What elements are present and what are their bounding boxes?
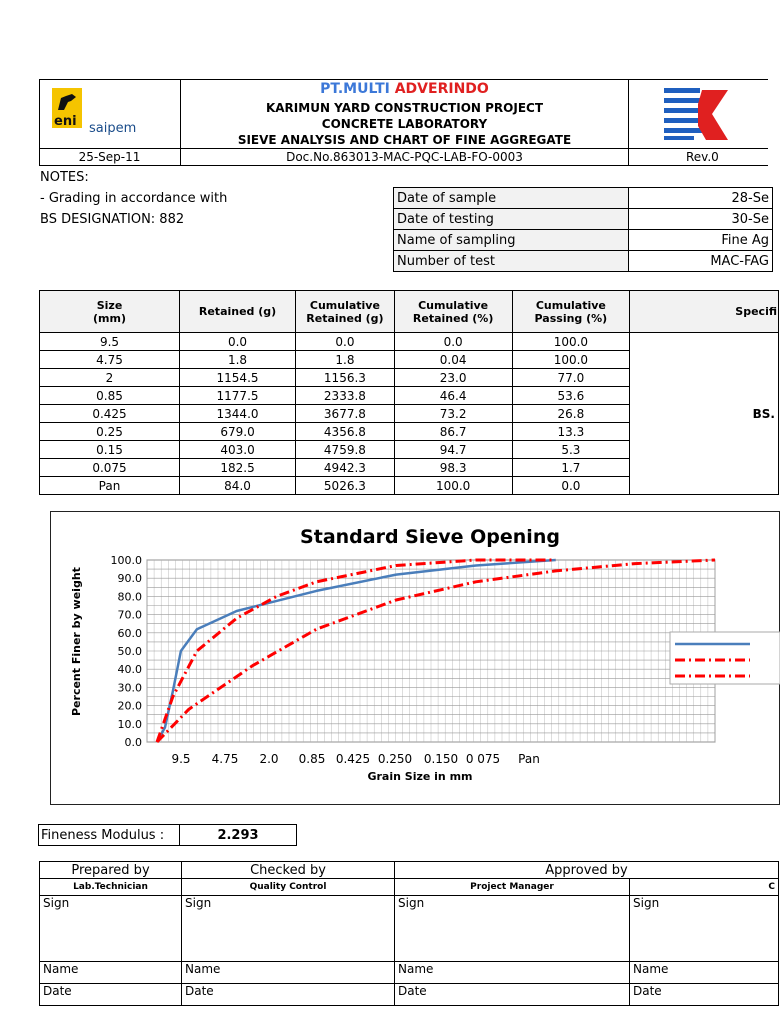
name-label: Name [43, 962, 79, 976]
sample-info-row [394, 188, 773, 209]
x-tick-label: 0.425 [335, 752, 371, 766]
table-cell: 5.3 [512, 441, 630, 459]
table-cell: 2 [40, 369, 180, 387]
table-cell: 4759.8 [296, 441, 395, 459]
doc-number: Doc.No.863013-MAC-PQC-LAB-FO-0003 [286, 150, 523, 164]
table-cell: 2333.8 [296, 387, 395, 405]
table-cell: 0.075 [40, 459, 180, 477]
date-cell[interactable] [40, 984, 182, 1006]
date-label: Date [185, 984, 214, 998]
table-cell: Pan [40, 477, 180, 495]
table-cell: 1156.3 [296, 369, 395, 387]
sample-info-table [393, 187, 773, 272]
sign-label: Sign [185, 896, 212, 910]
table-cell: 679.0 [180, 423, 296, 441]
y-tick-label: 80.0 [117, 590, 142, 604]
table-cell: 5026.3 [296, 477, 395, 495]
table-cell: 13.3 [512, 423, 630, 441]
role-quality-control: Quality Control [182, 879, 395, 896]
name-label: Name [633, 962, 669, 976]
dk-logo [662, 86, 728, 142]
table-cell: 4942.3 [296, 459, 395, 477]
specification-cell [630, 333, 779, 495]
sign-label: Sign [398, 896, 425, 910]
prepared-by-label: Prepared by [40, 862, 182, 879]
specification-label: BS. [752, 406, 775, 421]
date-cell[interactable] [182, 984, 395, 1006]
y-tick-label: 10.0 [117, 717, 142, 731]
name-label: Name [185, 962, 221, 976]
doc-title: SIEVE ANALYSIS AND CHART OF FINE AGGREGATE [237, 133, 572, 147]
header-divider-bottom [39, 148, 768, 149]
notes-title: NOTES: [40, 170, 89, 185]
sample-info-row [394, 230, 773, 251]
fineness-value: 2.293 [180, 824, 297, 846]
date-label: Date [633, 984, 662, 998]
name-cell[interactable] [630, 962, 779, 984]
role-client: C [630, 879, 779, 896]
table-cell: 9.5 [40, 333, 180, 351]
header-divider-right [628, 79, 629, 166]
fineness-label: Fineness Modulus : [38, 824, 180, 846]
date-label: Date [398, 984, 427, 998]
sample-info-label: Name of sampling [394, 230, 629, 251]
date-cell[interactable] [395, 984, 630, 1006]
chart-ylabel: Percent Finer by weight [70, 567, 83, 716]
revision: Rev.0 [686, 150, 719, 164]
table-cell: 0.04 [394, 351, 512, 369]
name-cell[interactable] [182, 962, 395, 984]
x-tick-label: 0.85 [298, 752, 326, 766]
y-tick-label: 90.0 [117, 572, 142, 586]
role-project-manager: Project Manager [395, 879, 630, 896]
table-cell: 77.0 [512, 369, 630, 387]
table-cell: 100.0 [512, 351, 630, 369]
notes-line2: BS DESIGNATION: 882 [40, 212, 185, 227]
sieve-header-row [40, 291, 779, 333]
signature-table [39, 861, 779, 1006]
table-cell: 0.25 [40, 423, 180, 441]
date-cell[interactable] [630, 984, 779, 1006]
table-cell: 403.0 [180, 441, 296, 459]
sample-info-value: Fine Ag [629, 230, 773, 251]
table-cell: 73.2 [394, 405, 512, 423]
name-label: Name [398, 962, 434, 976]
sign-cell[interactable] [395, 896, 630, 962]
table-cell: 84.0 [180, 477, 296, 495]
table-cell: 1.7 [512, 459, 630, 477]
table-cell: 0.0 [296, 333, 395, 351]
sign-cell[interactable] [40, 896, 182, 962]
header-cum-passing: Cumulative Passing (%) [512, 291, 630, 333]
sign-cell[interactable] [630, 896, 779, 962]
x-tick-label: 2.0 [259, 752, 279, 766]
sample-info-label: Number of test [394, 251, 629, 272]
sample-info-label: Date of sample [394, 188, 629, 209]
table-cell: 100.0 [512, 333, 630, 351]
saipem-logo-text: saipem [89, 121, 137, 136]
table-cell: 0.0 [394, 333, 512, 351]
sample-info-value: MAC-FAG [629, 251, 773, 272]
header-date: 25-Sep-11 [78, 150, 141, 164]
table-cell: 46.4 [394, 387, 512, 405]
checked-by-label: Checked by [182, 862, 395, 879]
chart-svg [50, 511, 768, 803]
table-cell: 53.6 [512, 387, 630, 405]
header-cum-retained-pct: Cumulative Retained (%) [394, 291, 512, 333]
table-cell: 182.5 [180, 459, 296, 477]
table-cell: 86.7 [394, 423, 512, 441]
sample-info-label: Date of testing [394, 209, 629, 230]
dk-logo-icon [662, 86, 732, 142]
sign-cell[interactable] [182, 896, 395, 962]
chart-title: Standard Sieve Opening [300, 526, 560, 548]
table-cell: 0.425 [40, 405, 180, 423]
y-tick-label: 50.0 [117, 645, 142, 658]
sign-label: Sign [43, 896, 70, 910]
company-name [181, 81, 628, 97]
table-cell: 1.8 [296, 351, 395, 369]
company-name-part1: PT.MULTI [320, 81, 390, 97]
company-name-part2: ADVERINDO [394, 81, 489, 97]
approved-by-label: Approved by [395, 862, 779, 879]
table-cell: 1177.5 [180, 387, 296, 405]
table-cell: 1.8 [180, 351, 296, 369]
notes-line1: - Grading in accordance with [40, 191, 228, 206]
sample-info-row [394, 251, 773, 272]
date-label: Date [43, 984, 72, 998]
sample-info-value: 28-Se [629, 188, 773, 209]
table-cell: 1344.0 [180, 405, 296, 423]
table-cell: 26.8 [512, 405, 630, 423]
table-row [40, 333, 779, 351]
table-cell: 1154.5 [180, 369, 296, 387]
table-cell: 98.3 [394, 459, 512, 477]
y-tick-label: 70.0 [117, 608, 142, 622]
sign-label: Sign [633, 896, 660, 910]
sieve-table [39, 290, 779, 495]
y-tick-label: 40.0 [117, 663, 142, 677]
x-tick-label: 0.250 [377, 752, 413, 766]
table-cell: 0.85 [40, 387, 180, 405]
table-cell: 100.0 [394, 477, 512, 495]
eni-logo [52, 88, 82, 128]
table-cell: 4.75 [40, 351, 180, 369]
sieve-body [40, 333, 779, 495]
table-cell: 94.7 [394, 441, 512, 459]
table-cell: 0.15 [40, 441, 180, 459]
x-tick-label: 0 075 [465, 752, 501, 766]
name-cell[interactable] [395, 962, 630, 984]
chart-xlabel: Grain Size in mm [367, 770, 473, 783]
table-cell: 3677.8 [296, 405, 395, 423]
x-tick-label: 9.5 [171, 752, 191, 766]
header-specification: Specifi [630, 291, 779, 333]
x-tick-label: 4.75 [211, 752, 239, 766]
header-retained: Retained (g) [180, 291, 296, 333]
project-title: KARIMUN YARD CONSTRUCTION PROJECT [265, 101, 544, 115]
header-cum-retained-g: Cumulative Retained (g) [296, 291, 395, 333]
y-tick-label: 60.0 [117, 626, 142, 640]
sample-info-value: 30-Se [629, 209, 773, 230]
eni-logo-text: eni [54, 114, 77, 129]
y-tick-label: 0.0 [124, 736, 142, 749]
name-cell[interactable] [40, 962, 182, 984]
header-size: Size (mm) [40, 291, 180, 333]
table-cell: 23.0 [394, 369, 512, 387]
y-tick-label: 100.0 [110, 554, 142, 567]
y-tick-label: 30.0 [117, 681, 142, 695]
lab-title: CONCRETE LABORATORY [321, 117, 488, 131]
x-tick-label: 0.150 [423, 752, 459, 766]
role-lab-technician: Lab.Technician [40, 879, 182, 896]
x-tick-label: Pan [518, 752, 540, 766]
y-tick-label: 20.0 [117, 699, 142, 713]
sample-info-row [394, 209, 773, 230]
table-cell: 0.0 [512, 477, 630, 495]
table-cell: 4356.8 [296, 423, 395, 441]
table-cell: 0.0 [180, 333, 296, 351]
